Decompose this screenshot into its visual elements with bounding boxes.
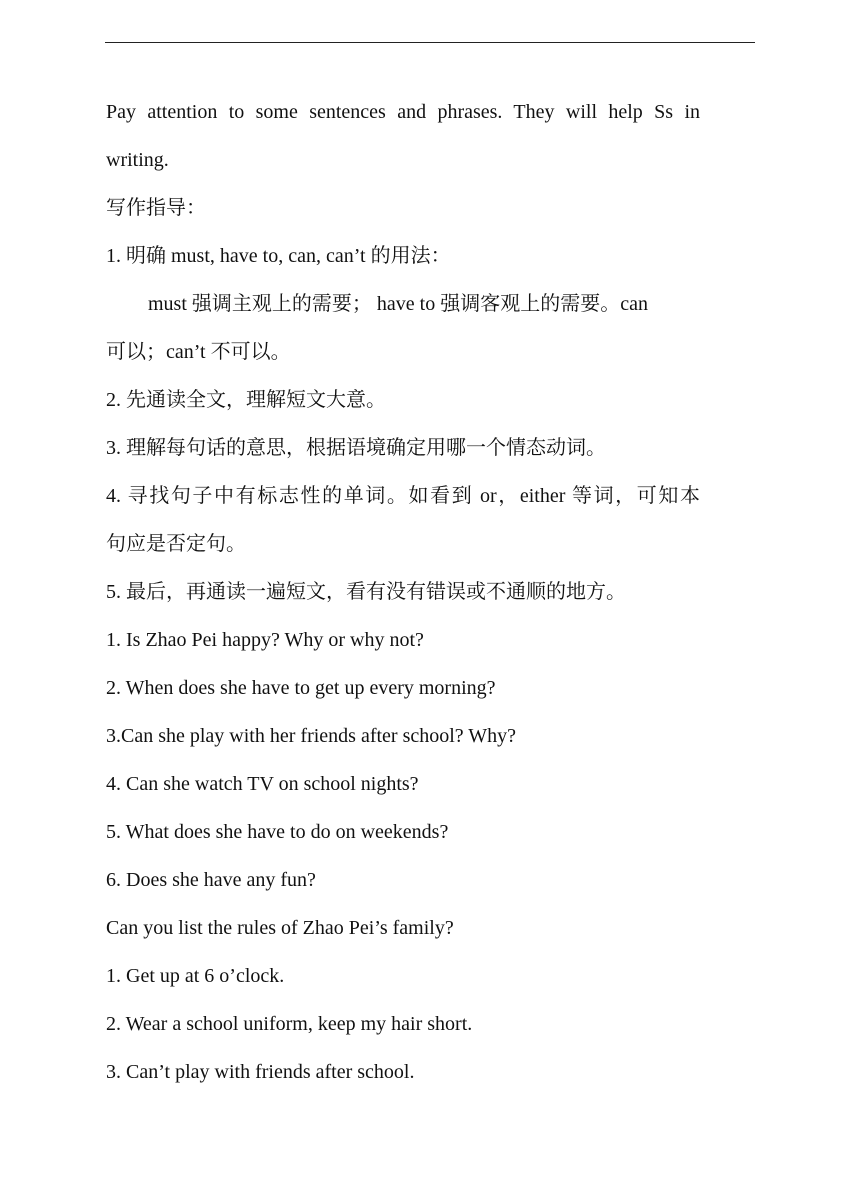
- rule-1: 1. Get up at 6 o’clock.: [106, 965, 285, 987]
- question-3: 3.Can she play with her friends after school? Why?: [106, 725, 517, 747]
- guide-item-4-cont: 句应是否定句。: [106, 533, 246, 555]
- guide-item-5: 5. 最后，再通读一遍短文，看有没有错误或不通顺的地方。: [106, 581, 626, 603]
- intro-line-2: writing.: [106, 149, 169, 171]
- question-1: 1. Is Zhao Pei happy? Why or why not?: [106, 629, 424, 651]
- intro-line-1: Pay attention to some sentences and phrases. They will help Ss in: [106, 101, 700, 123]
- guide-item-1-detail-cont: 可以；can’t 不可以。: [106, 341, 291, 363]
- header-rule: [105, 42, 755, 43]
- writing-guide-heading: 写作指导：: [106, 197, 206, 219]
- guide-item-1: 1. 明确 must, have to, can, can’t 的用法：: [106, 245, 451, 267]
- question-6: 6. Does she have any fun?: [106, 869, 316, 891]
- guide-item-3: 3. 理解每句话的意思，根据语境确定用哪一个情态动词。: [106, 437, 606, 459]
- rule-2: 2. Wear a school uniform, keep my hair short.: [106, 1013, 473, 1035]
- guide-item-4: 4. 寻找句子中有标志性的单词。如看到 or，either 等词，可知本: [106, 485, 700, 507]
- rule-3: 3. Can’t play with friends after school.: [106, 1061, 415, 1083]
- question-4: 4. Can she watch TV on school nights?: [106, 773, 419, 795]
- guide-item-2: 2. 先通读全文，理解短文大意。: [106, 389, 386, 411]
- rules-heading: Can you list the rules of Zhao Pei’s family?: [106, 917, 454, 939]
- question-2: 2. When does she have to get up every morning?: [106, 677, 496, 699]
- document-body: [106, 88, 700, 1096]
- guide-item-1-detail: must 强调主观上的需要； have to 强调客观上的需要。can: [148, 293, 648, 315]
- question-5: 5. What does she have to do on weekends?: [106, 821, 449, 843]
